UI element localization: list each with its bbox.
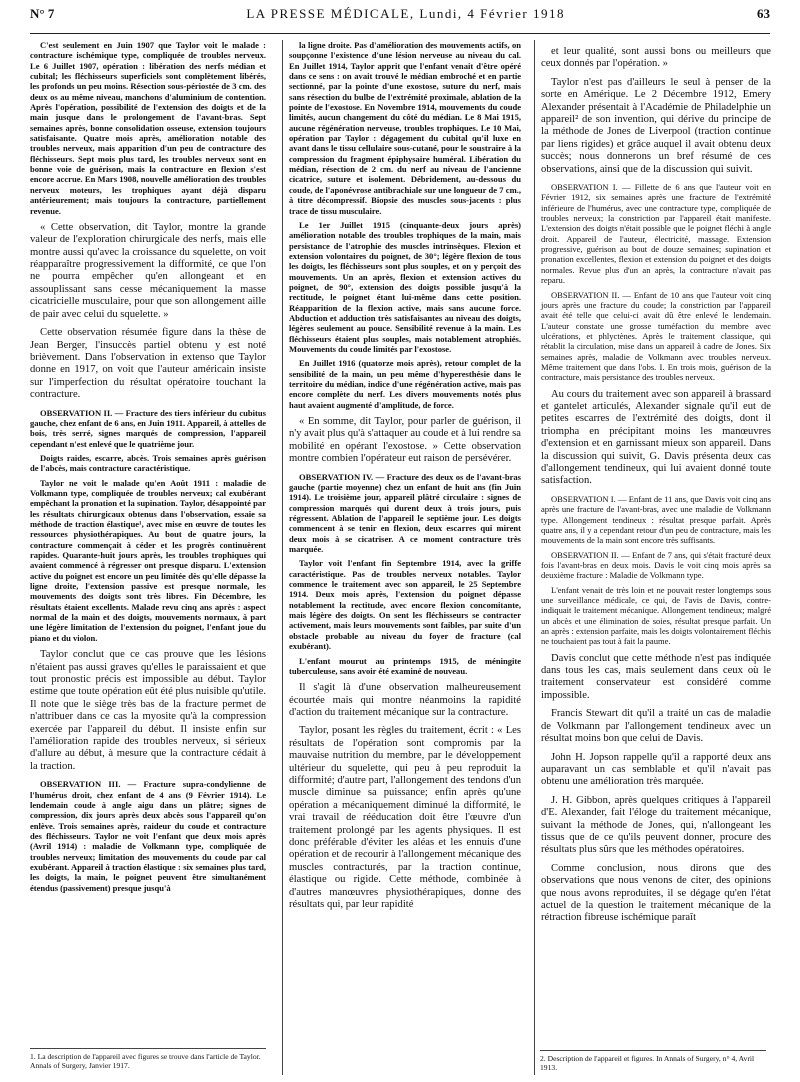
paragraph: Taylor ne voit le malade qu'en Août 1911 : maladie de Volkmann type, compliquée de troubles nerveux; cal exubérant empêchant la pronation et la supination. Taylor, désappointé par les résultats chirurgicaux obtenus dans l'observation, essaie sa méthode de traction élastique¹, avec mise en œuvre de toutes les ressources physiothérapiques. Au bout de quatre jours, la contracture commençait à céder et les progrès continuèrent rapides. Quarante-huit jours après, les troubles trophiques qui avaient commencé à régresser ont presque disparu. L'extension active du poignet est encore un peu limitée dès qu'elle dépasse la ligne droite, l'extension passive est presque normale, les mouvements des doigts sont très libres. Fin Décembre, les résultats étaient excellents. Malade revu cinq ans après : aspect normal de la main et des doigts, mouvements normaux, à part une légère limitation de l'extension du poignet, l'enfant joue du piano et du violon. (30, 477, 266, 643)
journal-title: LA PRESSE MÉDICALE, Lundi, 4 Février 1918 (246, 6, 565, 21)
footnote-1: 1. La description de l'appareil avec figures se trouve dans l'article de Taylor. Annals of Surgery, Janvier 1917. (30, 1048, 266, 1070)
header-rule (30, 33, 770, 34)
paragraph: Francis Stewart dit qu'il a traité un cas de maladie de Volkmann par l'allongement tendineux avec un résultat moins bon que celui de Davis. (541, 708, 771, 745)
paragraph: OBSERVATION II. — Fracture des tiers inférieur du cubitus gauche, chez enfant de 6 ans, en Juin 1911. Appareil, à attelles de bois, très serré, signes marqués de compression, l'appareil cependant n'est enlevé que le quatrième jour. (30, 407, 266, 449)
paragraph: Taylor voit l'enfant fin Septembre 1914, avec la griffe caractéristique. Pas de troubles nerveux notables. Taylor commence le traitement avec son appareil, le 25 Septembre 1914. Deux mois après, l'extension du poignet dépasse notablement la rectitude, avec encore flexion concomitante, mais légère des doigts. On sent les fléchisseurs se contracter activement, mais leurs mouvements sont faibles, par suite d'un obstacle probable au niveau du foyer de fracture (cal exubérant). (289, 558, 521, 652)
paragraph: Au cours du traitement avec son appareil à brassard et gantelet articulés, Alexander signale qu'il eut de petites escarres de l'extrémité des doigts, dont il triompha en précipitant moins les manœuvres d'extension et en garnissant mieux son appareil. Dans la discussion qui suivit, G. Davis présenta deux cas d'allongement tendineux, qui lui avaient donné toute satisfaction. (541, 388, 771, 487)
paragraph: Taylor n'est pas d'ailleurs le seul à penser de la sorte en Amérique. Le 2 Décembre 1912, Emery Alexander présentait à l'Académie de Philadelphie un appareil² de son invention, qui dérive du principe de la méthode de Jones de Liverpool (traction continue par liens rigides) et grâce auquel il avait obtenu deux succès; nous donnerons un bref résumé de ces observations, ainsi que de la discussion qui suivit. (541, 76, 771, 175)
paragraph: Cette observation résumée figure dans la thèse de Jean Berger, l'insuccès partiel obtenu y est noté brièvement. Dans l'observation in extenso que Taylor donne en 1917, on voit que l'auteur américain insiste sur l'imperfection du résultat opératoire touchant la contracture. (30, 327, 266, 401)
column-right (534, 40, 771, 1075)
paragraph: OBSERVATION I. — Enfant de 11 ans, que Davis voit cinq ans après une fracture de l'avant-bras, avec une maladie de Volkmann type. Allongement tendineux : résultat presque parfait. Après quatre ans, il y a cependant retour d'un peu de contracture, mais les mouvements de la main sont encore très suffisants. (541, 493, 771, 546)
paragraph: John H. Jopson rappelle qu'il a rapporté deux ans auparavant un cas semblable et qu'il n'avait pas obtenu une amélioration très marquée. (541, 751, 771, 788)
paragraph: Comme conclusion, nous dirons que des observations que nous venons de citer, des opinions que nous avons reproduites, il se dégage qu'en l'état actuel de la question le traitement mécanique de la rétraction fibreuse ischémique paraît (541, 862, 771, 924)
paragraph: OBSERVATION II. — Enfant de 7 ans, qui s'était fracturé deux fois l'avant-bras en deux mois. Davis le voit cinq mois après sa deuxième fracture : Maladie de Volkmann type. (541, 549, 771, 581)
paragraph: L'enfant mourut au printemps 1915, de méningite tuberculeuse, sans avoir été examiné de nouveau. (289, 655, 521, 676)
paragraph: OBSERVATION I. — Fillette de 6 ans que l'auteur voit en Février 1912, six semaines après une fracture de l'extrémité inférieure de l'humérus, avec une contracture type, compliquée de troubles nerveux; la constriction par l'appareil était manifeste. L'extension des doigts n'était possible que le poignet fléchi à angle droit. Appareil de l'auteur, électricité, massage. Extension progressive, guérison au bout de douze semaines; supination et pronation excellentes, flexion et extension du poignet et des doigts normales. Revue plus d'un an après, la contracture n'avait pas reparu. (541, 182, 771, 286)
running-header (30, 6, 770, 32)
paragraph: Taylor, posant les règles du traitement, écrit : « Les résultats de l'opération sont compromis par la mauvaise nutrition du membre, par le développement ultérieur du squelette, qui peu à peu reproduit la difformité; d'autre part, l'allongement des tendons d'un muscle diminue sa puissance; enfin après qu'une opération a mécaniquement diminué la difformité, le vrai travail de rééducation doit être l'œuvre d'un traitement prolongé par les agents physiques. Il est donc préférable d'éviter les aléas et les ennuis d'une opération et de recourir à l'allongement mécanique des muscles contracturés, par la traction continue, élastique ou rigide. Cette méthode, combinée à d'autres manœuvres physiothérapiques, donne des résultats qui, par leur rapidité (289, 725, 521, 911)
paragraph: OBSERVATION III. — Fracture supra-condylienne de l'humérus droit, chez enfant de 4 ans (9 Février 1914). Le lendemain coude à angle aigu dans un plâtre; signes de compression, dix jours après deux abcès sous l'appareil qu'on enlève. Trois semaines après, raideur du coude et contracture des fléchisseurs. Taylor ne voit l'enfant que deux mois après (Avril 1914) : maladie de Volkmann type, compliquée de troubles nerveux; limitation des mouvements du coude par cal exubérant. Appareil à traction élastique : six semaines plus tard, les doigts, la main, le poignet peuvent être simultanément étendus (passivement) presque jusqu'à (30, 779, 266, 893)
paragraph: Davis conclut que cette méthode n'est pas indiquée dans tous les cas, mais seulement dans ceux où le traitement conservateur est considéré comme impossible. (541, 652, 771, 701)
paragraph: « En somme, dit Taylor, pour parler de guérison, il n'y avait plus qu'à s'attaquer au coude et à lui rendre sa mobilité en opérant l'exostose. » Cette observation montre combien l'opérateur eut raison de persévérer. (289, 416, 521, 465)
footnote-2: 2. Description de l'appareil et figures. In Annals of Surgery, n° 4, Avril 1913. (540, 1050, 766, 1072)
paragraph: Taylor conclut que ce cas prouve que les lésions n'étaient pas aussi graves qu'elles le paraissaient et que tout pronostic précis est impossible au début. Taylor estime que toute opération eût été plus nuisible qu'utile. Il note que le siège très bas de la fracture permet de n'attribuer dans ce cas la myosite qu'à la compression exercée par l'appareil du début. Il insiste enfin sur l'amélioration rapide des troubles nerveux, si sérieux d'allure au début, à mesure que la contracture cédait à la traction. (30, 649, 266, 772)
column-middle (282, 40, 521, 1075)
column-left (30, 40, 266, 1075)
paragraph: L'enfant venait de très loin et ne pouvait rester longtemps sous une surveillance médicale, ce qui, de l'avis de Davis, contre-indiquait le traitement mécanique. Allongement tendineux; malgré un abcès et une élimination de soies, résultat presque parfait. Un an après : extension parfaite, mais les doigts volontairement fléchis ne touchaient pas tout à fait la paume. (541, 584, 771, 647)
paragraph: OBSERVATION IV. — Fracture des deux os de l'avant-bras gauche (partie moyenne) chez un enfant de huit ans (fin Juin 1914). Le troisième jour, appareil plâtré circulaire : signes de compression marqués qui durent deux à trois jours, puis régressent. Ablation de l'appareil le septième jour. Les doigts commencent à se tenir en flexion, deux escarres qui mirent deux mois à se cicatriser. A ce moment contracture très marquée. (289, 471, 521, 555)
paragraph: En Juillet 1916 (quatorze mois après), retour complet de la sensibilité de la main, un peu même d'hyperesthésie dans le territoire du médian, indice d'une régénération active, mais pas encore complète du nerf. Les divers mouvements notés plus haut avaient augmenté d'amplitude, de force. (289, 358, 521, 410)
paragraph: Doigts raides, escarre, abcès. Trois semaines après guérison de l'abcès, mais contracture caractéristique. (30, 452, 266, 474)
paragraph: Le 1er Juillet 1915 (cinquante-deux jours après) amélioration notable des troubles trophiques de la main, mais persistance de l'atrophie des muscles intrinsèques. Flexion et extension volontaires du poignet, de 30°; légère flexion de tous les doigts, les fléchisseurs sont plus souples, et on y perçoit des mouvements. Un an après, flexion et extension actives du poignet, de 90°, extension des doigts possible jusqu'à la rectitude, le poignet étant lui-même dans cette position. Réapparition de la flexion active, mais sans aucune force. Abduction et adduction très satisfaisantes au niveau des doigts, légères seulement au pouce. Sensibilité revenue à la main. Les fléchisseurs étaient plus souples, mais notablement atrophiés. Mouvements du coude limités par l'exostose. (289, 219, 521, 354)
paragraph: la ligne droite. Pas d'amélioration des mouvements actifs, on soupçonne l'existence d'une lésion nerveuse au niveau du cal. En Juillet 1914, Taylor apprit que l'enfant venait d'être opéré dans ce sens : on avait trouvé le médian embroché et en partie sectionné, par la pointe d'une exostose, suture du nerf, mais sans résection du bulbe de l'extrémité proximale, ablation de la pointe de l'exostose. En Novembre 1914, mouvements du coude limités, aucun changement du côté du médian. Le 8 Mai 1915, aucune régénération nerveuse, troubles trophiques. Le 10 Mai, opération par Taylor : dégagement du cubital qu'il luxe en avant dans le tissu cellulaire sous-cutané, pour le soustraire à la compression du fragment épiphysaire huméral. Libération du médian, résection de 2 cm. du nerf au niveau de l'ancienne cicatrice, suture et isolement. Débridement, au-dessous du coude, de l'aponévrose antibrachiale sur une longueur de 7 cm., à titre décompressif. Biopsie des muscles sous-jacents : plus trace de tissu musculaire. (289, 40, 521, 216)
paragraph: Il s'agit là d'une observation malheureusement écourtée mais qui montre néanmoins la rapidité d'action du traitement mécanique sur la contracture. (289, 682, 521, 718)
paragraph: et leur qualité, sont aussi bons ou meilleurs que ceux donnés par l'opération. » (541, 46, 771, 70)
paragraph: « Cette observation, dit Taylor, montre la grande valeur de l'exploration chirurgicale des nerfs, mais elle montre aussi qu'avec la croissance du squelette, on voit réapparaître progressivement la difformité, ce que l'on ne pourra empêcher qu'en allongeant et en assouplissant sans cesse mécaniquement la masse cicatricielle musculaire, pour que son allongement aille de pair avec celui du squelette. » (30, 221, 266, 320)
paragraph: J. H. Gibbon, après quelques critiques à l'appareil d'E. Alexander, fait l'éloge du traitement mécanique, suivant la méthode de Jones, qui, n'allongeant les tissus que de ce qu'ils peuvent donner, procure des résultats plus sûrs que les méthodes opératoires. (541, 794, 771, 856)
paragraph: OBSERVATION II. — Enfant de 10 ans que l'auteur voit cinq jours après une fracture du coude; la constriction par l'appareil avait été telle que celui-ci avait dû être enlevé le lendemain. L'auteur constate une grosse tuméfaction du membre avec ulcérations, et phlyctènes. Après le traitement classique, qui rétablit la circulation, mise dans un appareil à cadre de Jones. Six semaines après, maladie de Volkmann avec troubles nerveux. Même traitement que dans l'obs. I. En trois mois, guérison de la contracture, mais persistance des troubles nerveux. (541, 289, 771, 383)
page-number-right: 63 (756, 6, 770, 21)
page-number-left: N° 7 (30, 6, 55, 21)
paragraph: C'est seulement en Juin 1907 que Taylor voit le malade : contracture ischémique type, compliquée de troubles nerveux. Le 6 Juillet 1907, opération : libération des nerfs médian et cubital; les fléchisseurs superficiels sont complètement libérés, les profonds un peu moins. Résection sous-périostée de 3 cm. des deux os au même niveau, manchons d'aluminium de contention. Après l'opération, possibilité de l'extension des doigts et de la main jusque dans le prolongement de l'avant-bras. Sept semaines après, bonne consolidation osseuse, extension toujours satisfaisante. Quatre mois après, amélioration notable des troubles nerveux, mais apparition d'un peu de contracture des fléchisseurs. Sept mois plus tard, les troubles nerveux sont en bonne voie de guérison, mais la contracture en flexion s'est encore accrue. En Mars 1908, nouvelle amélioration des troubles nerveux moteurs, les trophiques ayant déjà disparu antérieurement; mais toujours la contracture, partiellement revenue. (30, 40, 266, 216)
